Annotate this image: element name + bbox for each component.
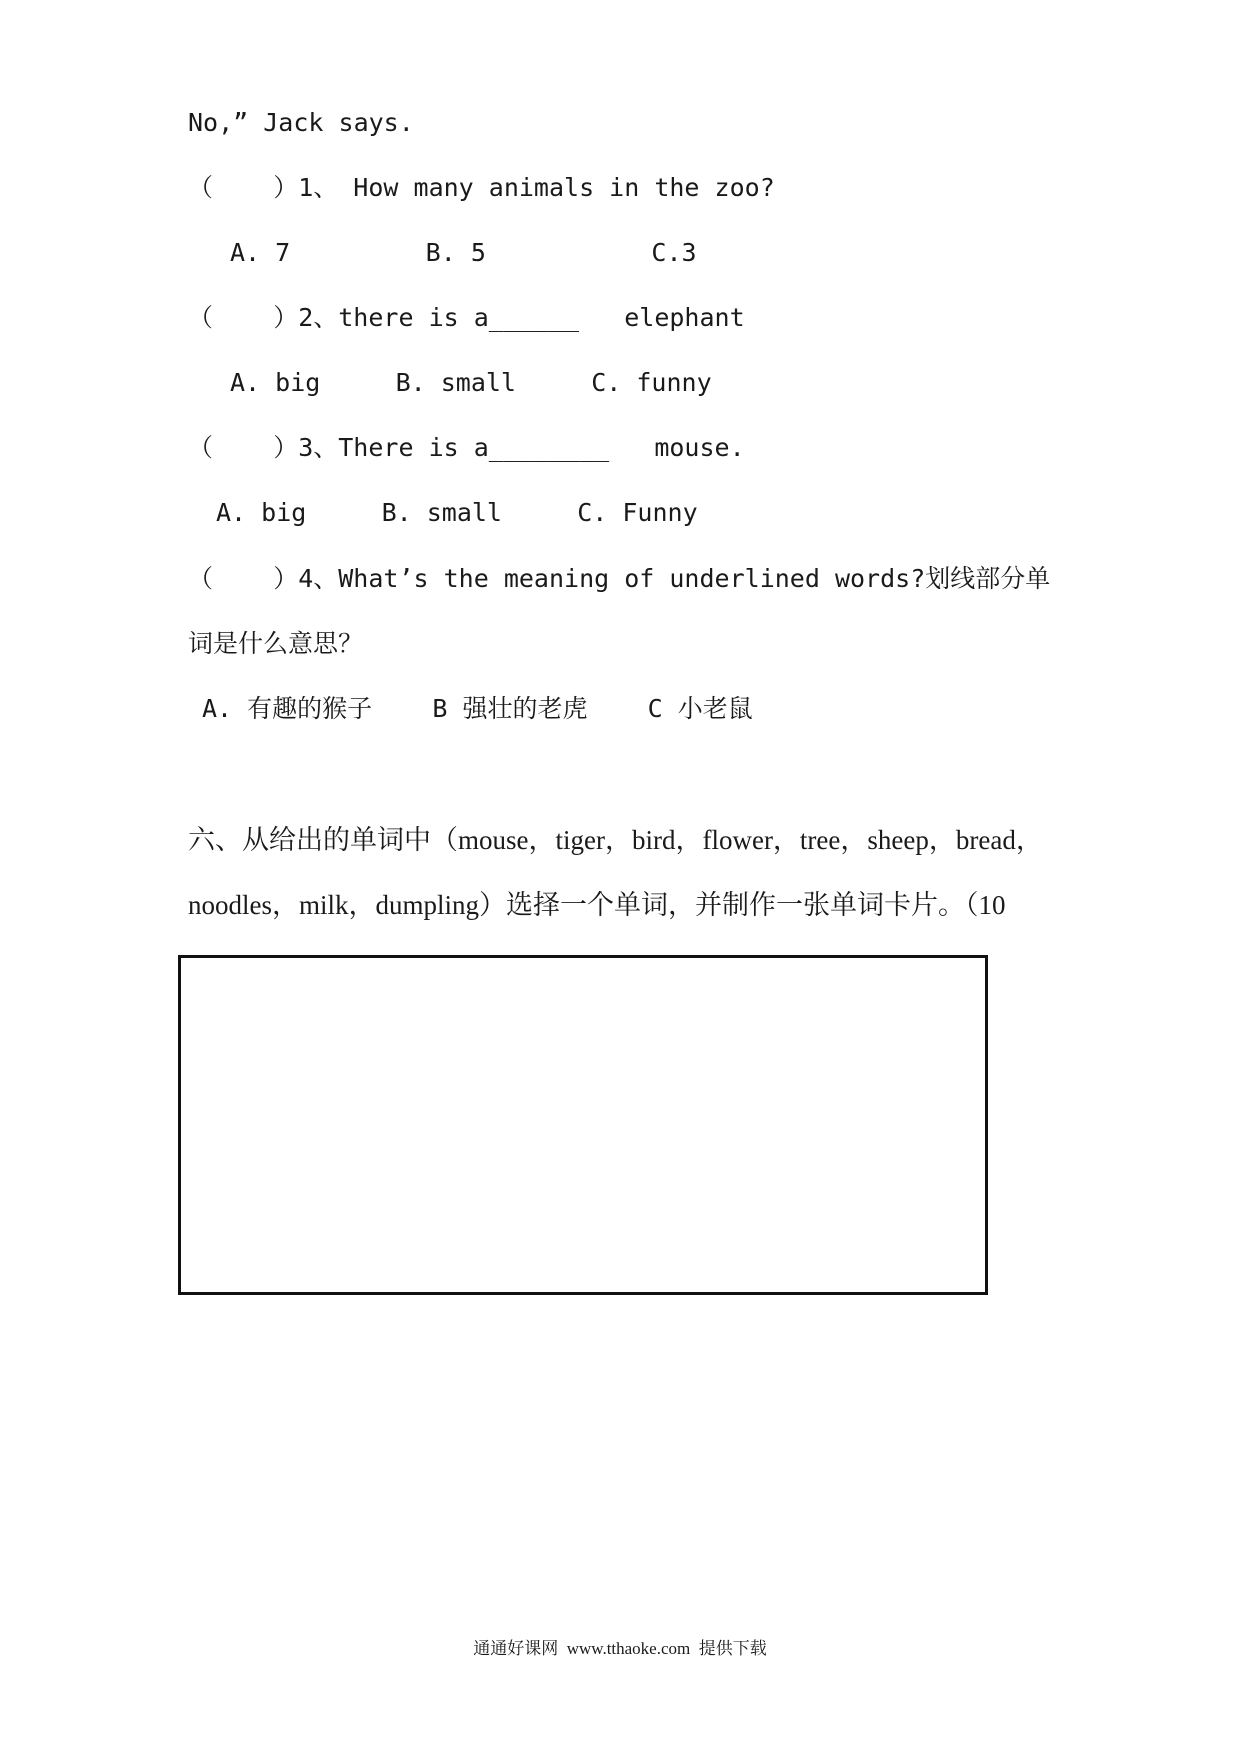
word-card-box [178,955,988,1295]
question-2-options: A. big B. small C. funny [230,368,712,397]
section-6-line-2: noodles，milk，dumpling）选择一个单词，并制作一张单词卡片。（10 [188,890,1006,920]
question-4-stem: （ ）4、What’s the meaning of underlined words?划线部分单 [188,564,1051,593]
question-4-options: A. 有趣的猴子 B 强壮的老虎 C 小老鼠 [202,694,753,723]
question-3-options: A. big B. small C. Funny [216,498,698,527]
passage-end: No,” Jack says. [188,108,414,137]
question-2-stem: （ ）2、there is a______ elephant [188,303,745,332]
section-6-line-1: 六、从给出的单词中（mouse，tiger，bird，flower，tree，sheep，bread， [188,825,1043,855]
question-4-stem-continued: 词是什么意思？ [188,629,364,658]
question-3-stem: （ ）3、There is a________ mouse. [188,433,745,462]
question-1-stem: （ ）1、 How many animals in the zoo? [188,173,775,202]
footer: 通通好课网 www.tthaoke.com 提供下载 [473,1639,767,1658]
question-1-options: A. 7 B. 5 C.3 [230,238,697,267]
